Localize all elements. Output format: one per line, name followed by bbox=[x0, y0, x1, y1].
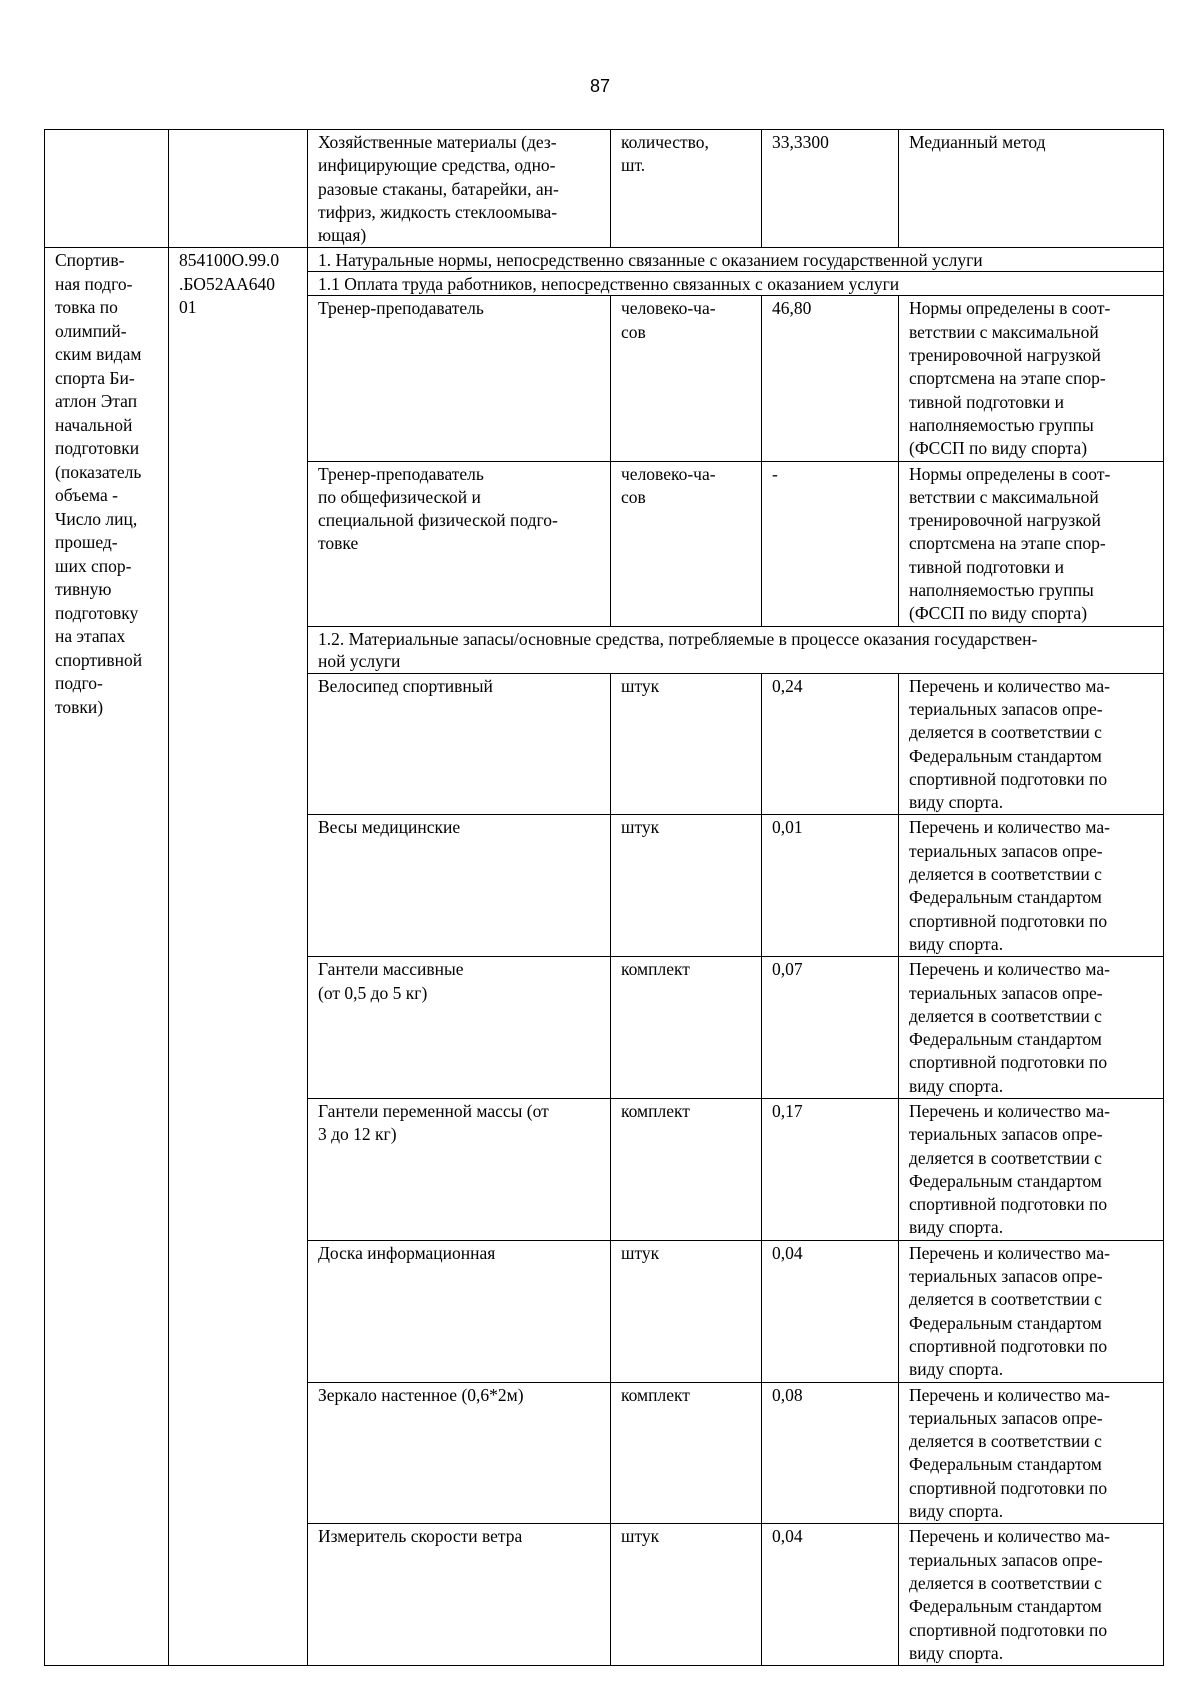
section-title-1-1: 1.1 Оплата труда работников, непосредственно связанных с оказанием услуги bbox=[308, 272, 1164, 296]
norm-unit: человеко-ча- сов bbox=[611, 296, 762, 461]
material-method: Перечень и количество ма- териальных запасов опре- деляется в соответствии с Федеральным стандартом спортивной подготовки по виду спорта. bbox=[899, 957, 1164, 1099]
material-method: Перечень и количество ма- териальных запасов опре- деляется в соответствии с Федеральным стандартом спортивной подготовки по виду спорта. bbox=[899, 1098, 1164, 1240]
page-number: 87 bbox=[589, 76, 611, 96]
material-name: Гантели массивные (от 0,5 до 5 кг) bbox=[308, 957, 611, 1099]
material-unit: комплект bbox=[611, 957, 762, 1099]
section-title-1: 1. Натуральные нормы, непосредственно связанные с оказанием государственной услуги bbox=[308, 248, 1164, 272]
norm-name: Тренер-преподаватель bbox=[308, 296, 611, 461]
material-value: 0,04 bbox=[762, 1240, 899, 1382]
material-method: Перечень и количество ма- териальных запасов опре- деляется в соответствии с Федеральным стандартом спортивной подготовки по виду спорта. bbox=[899, 815, 1164, 957]
material-value: 0,07 bbox=[762, 957, 899, 1099]
material-name: Зеркало настенное (0,6*2м) bbox=[308, 1382, 611, 1524]
service-name: Спортив- ная подго- товка по олимпий- ским видам спорта Би- атлон Этап начальной подготовки (показатель объема - Число лиц, прошед- ших спор- тивную подготовку на этапах спортивной подго- товки) bbox=[45, 248, 169, 1666]
material-method: Перечень и количество ма- териальных запасов опре- деляется в соответствии с Федеральным стандартом спортивной подготовки по виду спорта. bbox=[899, 1240, 1164, 1382]
material-unit: комплект bbox=[611, 1382, 762, 1524]
norm-method: Нормы определены в соот- ветствии с максимальной тренировочной нагрузкой спортсмена на этапе спор- тивной подготовки и наполняемостью группы (ФССП по виду спорта) bbox=[899, 461, 1164, 626]
material-value: 0,24 bbox=[762, 673, 899, 815]
material-unit: комплект bbox=[611, 1098, 762, 1240]
material-method: Перечень и количество ма- териальных запасов опре- деляется в соответствии с Федеральным стандартом спортивной подготовки по виду спорта. bbox=[899, 1524, 1164, 1666]
table-row bbox=[45, 130, 1164, 248]
norm-value: 33,3300 bbox=[762, 130, 899, 248]
norm-method: Нормы определены в соот- ветствии с максимальной тренировочной нагрузкой спортсмена на этапе спор- тивной подготовки и наполняемостью группы (ФССП по виду спорта) bbox=[899, 296, 1164, 461]
material-value: 0,04 bbox=[762, 1524, 899, 1666]
material-value: 0,08 bbox=[762, 1382, 899, 1524]
material-name: Весы медицинские bbox=[308, 815, 611, 957]
service-code: 854100О.99.0 .БО52АА640 01 bbox=[169, 248, 308, 1666]
norm-method: Медианный метод bbox=[899, 130, 1164, 248]
norm-value: - bbox=[762, 461, 899, 626]
material-value: 0,01 bbox=[762, 815, 899, 957]
material-method: Перечень и количество ма- териальных запасов опре- деляется в соответствии с Федеральным стандартом спортивной подготовки по виду спорта. bbox=[899, 1382, 1164, 1524]
norm-value: 46,80 bbox=[762, 296, 899, 461]
material-name: Велосипед спортивный bbox=[308, 673, 611, 815]
service-cell-empty bbox=[45, 130, 169, 248]
material-name: Доска информационная bbox=[308, 1240, 611, 1382]
material-method: Перечень и количество ма- териальных запасов опре- деляется в соответствии с Федеральным стандартом спортивной подготовки по виду спорта. bbox=[899, 673, 1164, 815]
norms-table bbox=[44, 129, 1164, 1666]
norm-name: Тренер-преподаватель по общефизической и специальной физической подго- товке bbox=[308, 461, 611, 626]
material-value: 0,17 bbox=[762, 1098, 899, 1240]
norm-name: Хозяйственные материалы (дез- инфицирующие средства, одно- разовые стаканы, батарейки, ан- тифриз, жидкость стеклоомыва- ющая) bbox=[308, 130, 611, 248]
norm-unit: человеко-ча- сов bbox=[611, 461, 762, 626]
material-name: Гантели переменной массы (от 3 до 12 кг) bbox=[308, 1098, 611, 1240]
code-cell-empty bbox=[169, 130, 308, 248]
section-title-1-2: 1.2. Материальные запасы/основные средства, потребляемые в процессе оказания государствен- ной услуги bbox=[308, 626, 1164, 673]
material-unit: штук bbox=[611, 1240, 762, 1382]
section-row bbox=[45, 248, 1164, 272]
material-unit: штук bbox=[611, 815, 762, 957]
material-name: Измеритель скорости ветра bbox=[308, 1524, 611, 1666]
material-unit: штук bbox=[611, 673, 762, 815]
norm-unit: количество, шт. bbox=[611, 130, 762, 248]
material-unit: штук bbox=[611, 1524, 762, 1666]
